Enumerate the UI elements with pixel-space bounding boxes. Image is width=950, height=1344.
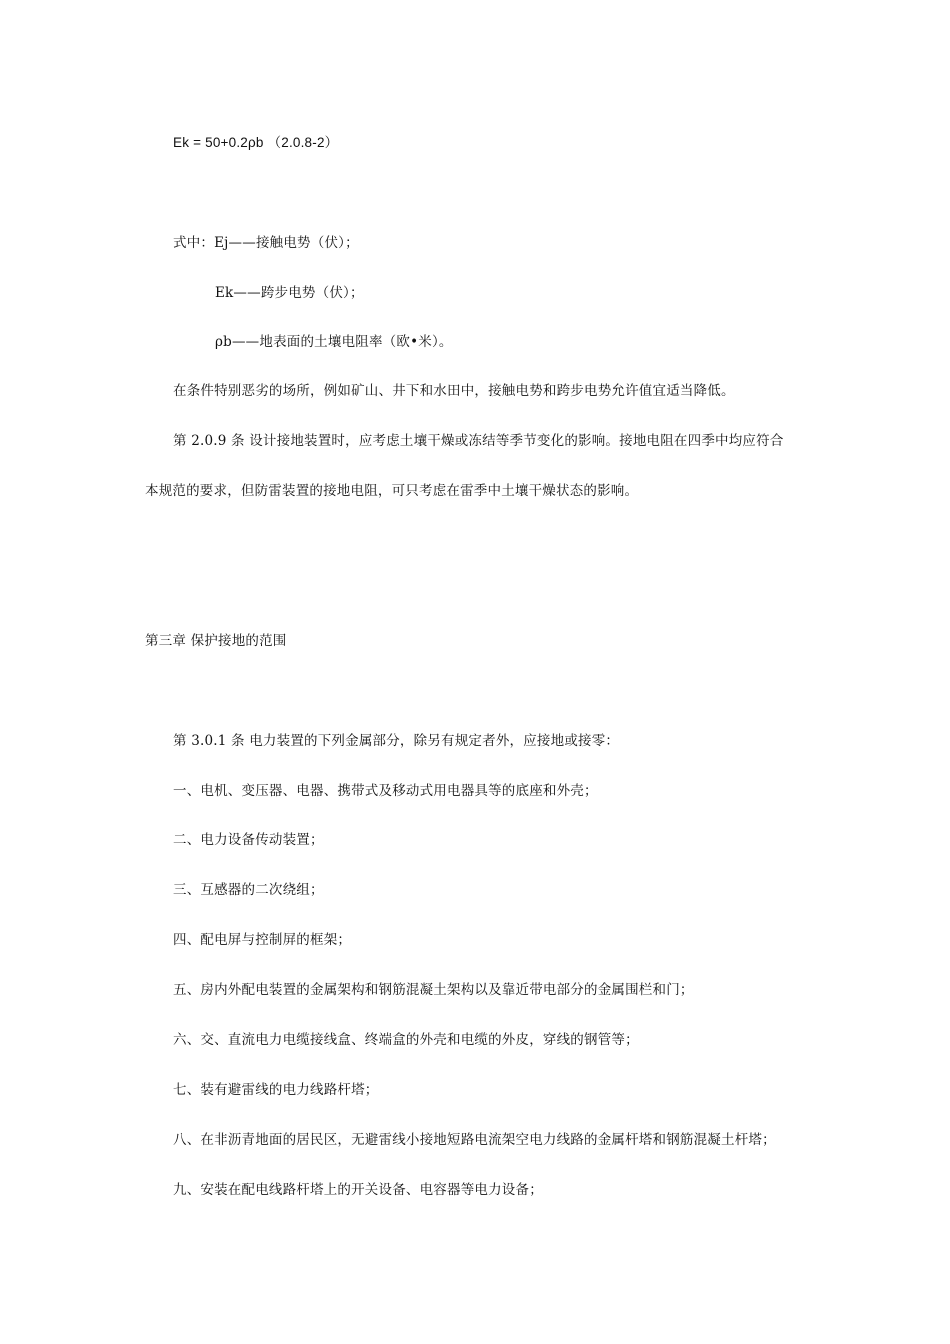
list-item: 七、装有避雷线的电力线路杆塔； [173, 1082, 379, 1098]
formula-2-0-8-2: Ek = 50+0.2ρb （2.0.8-2） [173, 135, 339, 150]
article-2-0-9-line-1: 第 2.0.9 条 设计接地装置时，应考虑土壤干燥或冻结等季节变化的影响。接地电阻在四季中均应符合 [173, 433, 784, 449]
definition-ej: 式中：Ej——接触电势（伏）； [173, 235, 359, 251]
article-2-0-9-line-2: 本规范的要求，但防雷装置的接地电阻，可只考虑在雷季中土壤干燥状态的影响。 [145, 483, 639, 499]
definition-rho-b: ρb——地表面的土壤电阻率（欧•米）。 [215, 334, 453, 350]
list-item: 一、电机、变压器、电器、携带式及移动式用电器具等的底座和外壳； [173, 783, 598, 799]
list-item: 六、交、直流电力电缆接线盒、终端盒的外壳和电缆的外皮，穿线的钢管等； [173, 1032, 639, 1048]
list-item: 五、房内外配电装置的金属架构和钢筋混凝土架构以及靠近带电部分的金属围栏和门； [173, 982, 694, 998]
definition-ek: Ek——跨步电势（伏）； [215, 285, 364, 301]
list-item: 八、在非沥青地面的居民区，无避雷线小接地短路电流架空电力线路的金属杆塔和钢筋混凝土杆塔； [173, 1132, 776, 1148]
list-item: 二、电力设备传动装置； [173, 832, 324, 848]
list-item: 三、互感器的二次绕组； [173, 882, 324, 898]
chapter-3-title: 第三章 保护接地的范围 [145, 633, 287, 649]
paragraph-special-conditions: 在条件特别恶劣的场所，例如矿山、井下和水田中，接触电势和跨步电势允许值宜适当降低。 [173, 383, 735, 399]
list-item: 四、配电屏与控制屏的框架； [173, 932, 352, 948]
article-3-0-1-heading: 第 3.0.1 条 电力装置的下列金属部分，除另有规定者外，应接地或接零： [173, 733, 620, 749]
list-item: 九、安装在配电线路杆塔上的开关设备、电容器等电力设备； [173, 1182, 543, 1198]
